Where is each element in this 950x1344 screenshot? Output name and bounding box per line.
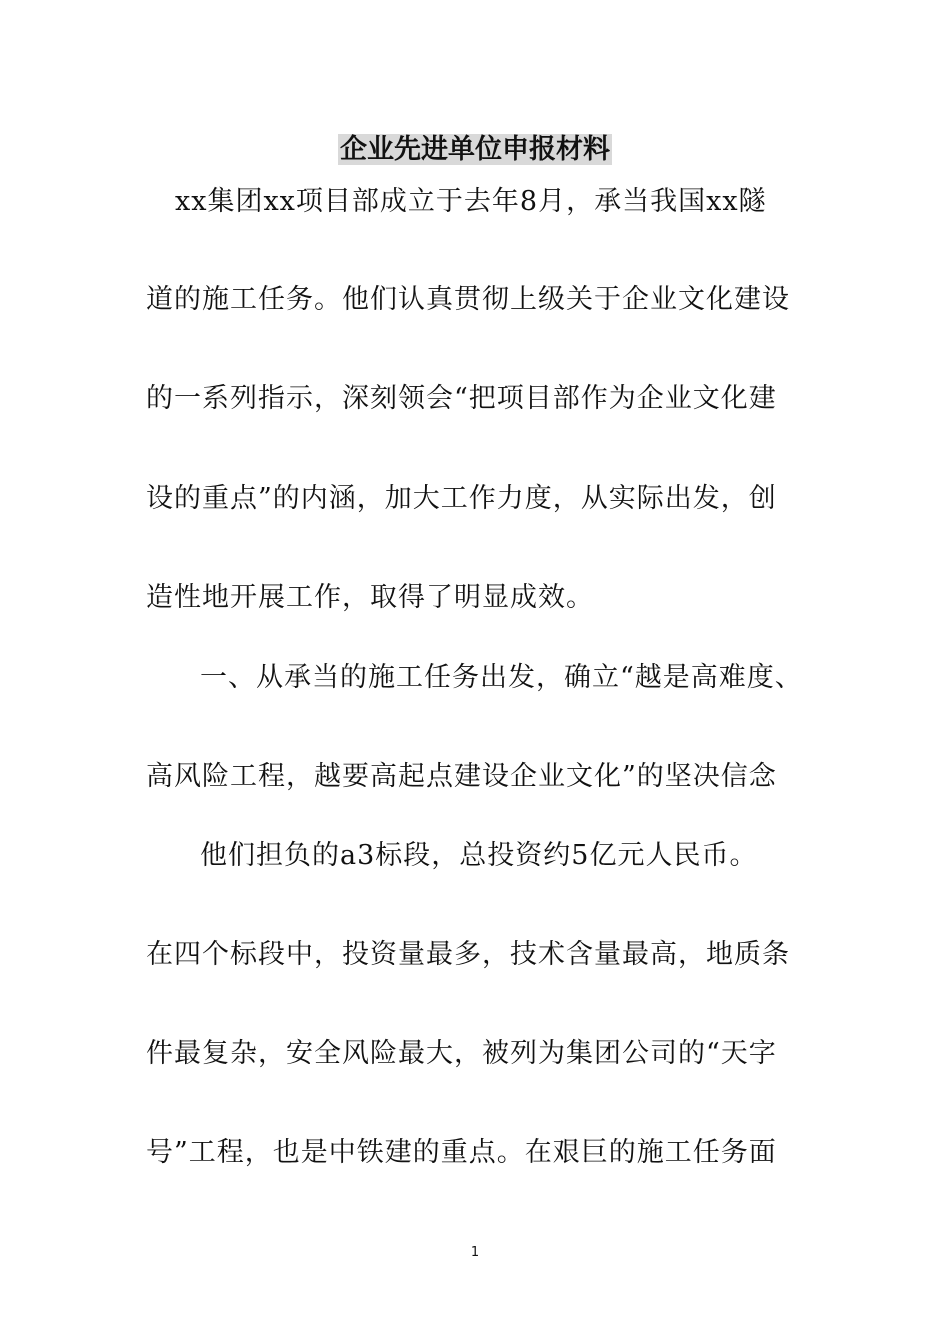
- document-title: [0, 130, 950, 170]
- paragraph-line-8: 件最复杂，安全风险最大，被列为集团公司的“天字: [146, 1038, 777, 1069]
- paragraph-line-6: 他们担负的a3标段，总投资约5亿元人民币。: [200, 840, 758, 871]
- paragraph-line-7: 在四个标段中，投资量最多，技术含量最高，地质条: [146, 939, 790, 970]
- paragraph-line-3: 的一系列指示，深刻领会“把项目部作为企业文化建: [146, 383, 777, 414]
- paragraph-line-1: xx集团xx项目部成立于去年8月，承当我国xx隧: [175, 186, 767, 217]
- document-title-text: 企业先进单位申报材料: [340, 134, 610, 165]
- paragraph-line-4: 设的重点”的内涵，加大工作力度，从实际出发，创: [146, 483, 777, 514]
- paragraph-line-9: 号”工程，也是中铁建的重点。在艰巨的施工任务面: [146, 1137, 777, 1168]
- section-heading-line-1: 一、从承当的施工任务出发，确立“越是高难度、: [200, 662, 803, 693]
- paragraph-line-2: 道的施工任务。他们认真贯彻上级关于企业文化建设: [146, 284, 790, 315]
- page-number: 1: [470, 1245, 480, 1260]
- section-heading-line-2: 高风险工程，越要高起点建设企业文化”的坚决信念: [146, 761, 777, 792]
- paragraph-line-5: 造性地开展工作，取得了明显成效。: [146, 582, 594, 613]
